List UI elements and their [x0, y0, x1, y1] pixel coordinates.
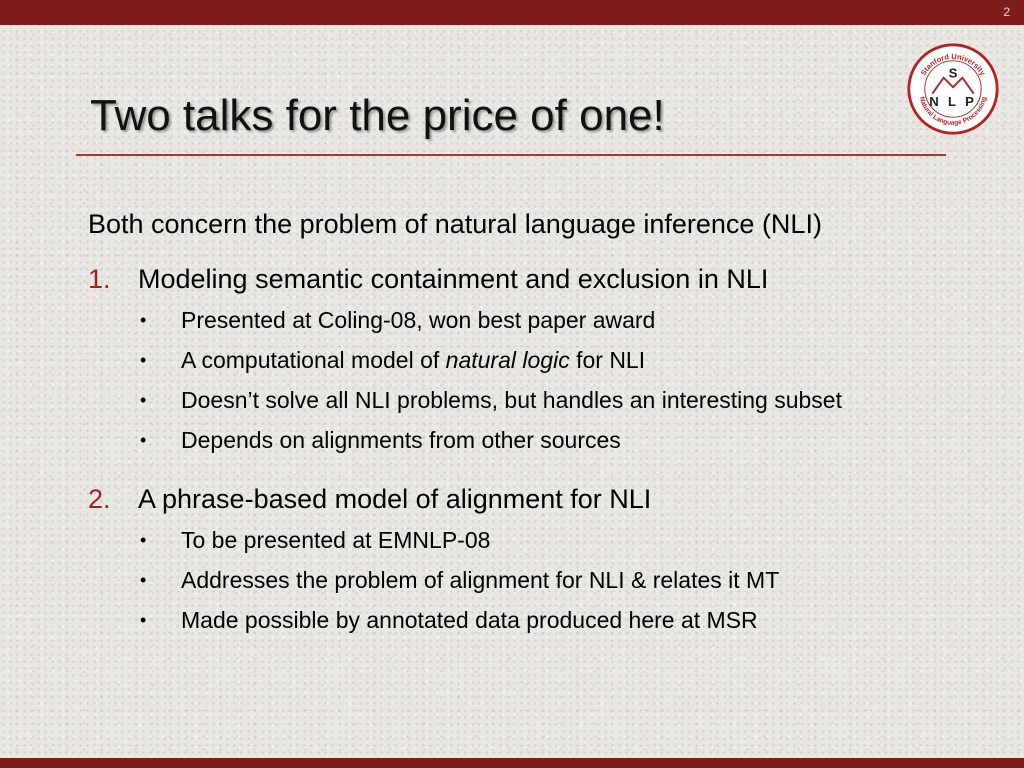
- sub-item-text: Addresses the problem of alignment for NLI & relates it MT: [181, 567, 780, 593]
- svg-text:S: S: [948, 65, 958, 81]
- sub-item: [88, 423, 968, 457]
- sub-item: [88, 343, 968, 377]
- slide-title: Two talks for the price of one!: [90, 91, 665, 140]
- title-divider: [76, 154, 946, 156]
- bullet-icon: •: [140, 390, 147, 410]
- sub-item-text: Presented at Coling-08, won best paper award: [181, 307, 656, 333]
- stanford-nlp-logo: [906, 42, 1000, 136]
- sub-item-text: Made possible by annotated data produced here at MSR: [181, 607, 758, 633]
- item-text: Modeling semantic containment and exclusion in NLI: [138, 264, 769, 294]
- bullet-icon: •: [140, 350, 147, 370]
- bullet-icon: •: [140, 530, 147, 550]
- item-number: 2.: [88, 484, 111, 514]
- item-number: 1.: [88, 264, 111, 294]
- bullet-icon: •: [140, 430, 147, 450]
- sub-list-2: [88, 523, 968, 637]
- slide-content: [88, 205, 968, 643]
- numbered-item-2: [88, 481, 968, 517]
- sub-item-text-before: A computational model of: [181, 347, 446, 373]
- svg-text:N L P: N L P: [929, 93, 977, 109]
- sub-item-text: To be presented at EMNLP-08: [181, 527, 491, 553]
- bullet-icon: •: [140, 570, 147, 590]
- numbered-item-1: [88, 261, 968, 297]
- bottom-bar: [0, 758, 1024, 768]
- sub-list-1: [88, 303, 968, 457]
- bullet-icon: •: [140, 610, 147, 630]
- bullet-icon: •: [140, 310, 147, 330]
- svg-text:Stanford University: Stanford University: [918, 51, 988, 78]
- sub-item-text: Doesn’t solve all NLI problems, but handles an interesting subset: [181, 387, 842, 413]
- sub-item: [88, 563, 968, 597]
- intro-text: Both concern the problem of natural language inference (NLI): [88, 209, 822, 239]
- top-bar: [0, 0, 1024, 25]
- sub-item-text: Depends on alignments from other sources: [181, 427, 621, 453]
- sub-item-text-after: for NLI: [569, 347, 646, 373]
- sub-item: [88, 383, 968, 417]
- sub-item-text-italic: natural logic: [445, 347, 570, 373]
- sub-item: [88, 603, 968, 637]
- item-text: A phrase-based model of alignment for NLI: [138, 484, 652, 514]
- page-number: 2: [1003, 5, 1010, 19]
- sub-item: [88, 303, 968, 337]
- svg-text:Natural Language Processing: Natural Language Processing: [917, 96, 989, 127]
- sub-item: [88, 523, 968, 557]
